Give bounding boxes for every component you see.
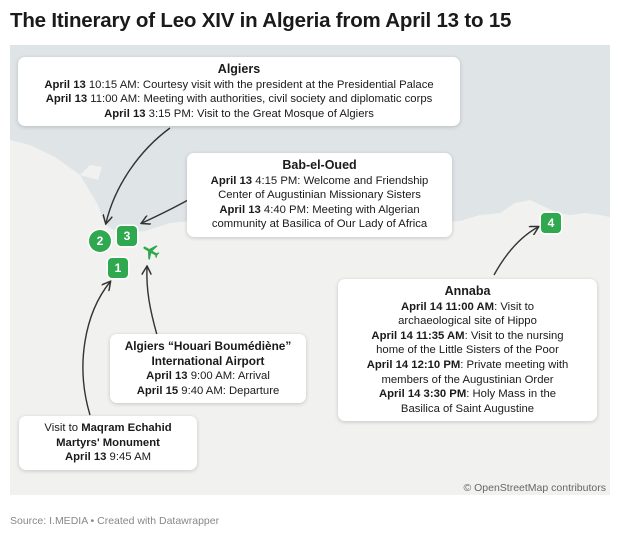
marker-2[interactable]: 2 <box>89 230 111 252</box>
source-note: Source: I.MEDIA • Created with Datawrapper <box>10 515 220 527</box>
marker-4[interactable]: 4 <box>541 213 561 233</box>
maqram-line: Martyrs' Monument <box>56 436 160 449</box>
annaba-heading: Annaba <box>444 284 491 298</box>
babeloued-line: Center of Augustinian Missionary Sisters <box>218 189 421 201</box>
annaba-line: members of the Augustinian Order <box>381 373 554 386</box>
algiers-line: April 13 11:00 AM: Meeting with authorities, civil society and diplomatic corps <box>45 93 433 105</box>
marker-3[interactable]: 3 <box>117 226 137 246</box>
annaba-line: April 14 11:00 AM: Visit to <box>400 300 535 313</box>
algiers-heading: Algiers <box>217 62 261 76</box>
babeloued-callout <box>187 153 452 237</box>
annaba-line: April 14 3:30 PM: Holy Mass in the <box>378 388 557 401</box>
maqram-line: April 13 9:45 AM <box>64 451 152 463</box>
babeloued-line: April 13 4:15 PM: Welcome and Friendship <box>210 174 429 187</box>
airport-line: April 15 9:40 AM: Departure <box>136 384 280 397</box>
annaba-line: April 14 12:10 PM: Private meeting with <box>366 358 569 371</box>
algiers-line: April 13 10:15 AM: Courtesy visit with the president at the Presidential Palace <box>44 78 434 91</box>
annaba-line: home of the Little Sisters of the Poor <box>376 344 559 357</box>
airport-heading: Algiers “Houari Boumédiène” <box>124 339 292 353</box>
airport-heading: International Airport <box>151 353 265 368</box>
babeloued-heading: Bab-el-Oued <box>282 158 357 172</box>
algiers-callout <box>18 57 460 126</box>
page-title: The Itinerary of Leo XIV in Algeria from April 13 to 15 <box>10 9 512 32</box>
babeloued-line: April 13 4:40 PM: Meeting with Algerian <box>219 203 420 216</box>
annaba-line: Basilica of Saint Augustine <box>400 402 535 415</box>
maqram-callout <box>19 416 197 470</box>
airport-callout <box>110 334 306 403</box>
map-attribution[interactable]: © OpenStreetMap contributors <box>463 482 606 494</box>
annaba-callout <box>338 279 597 421</box>
annaba-line: archaeological site of Hippo <box>398 315 537 328</box>
babeloued-line: community at Basilica of Our Lady of Africa <box>211 218 428 230</box>
maqram-line: Visit to Maqram Echahid <box>44 422 172 434</box>
annaba-line: April 14 11:35 AM: Visit to the nursing <box>371 329 564 342</box>
algiers-line: April 13 3:15 PM: Visit to the Great Mosque of Algiers <box>104 107 374 120</box>
airport-line: April 13 9:00 AM: Arrival <box>146 370 270 382</box>
marker-1[interactable]: 1 <box>108 258 128 278</box>
airplane-icon <box>141 241 161 261</box>
